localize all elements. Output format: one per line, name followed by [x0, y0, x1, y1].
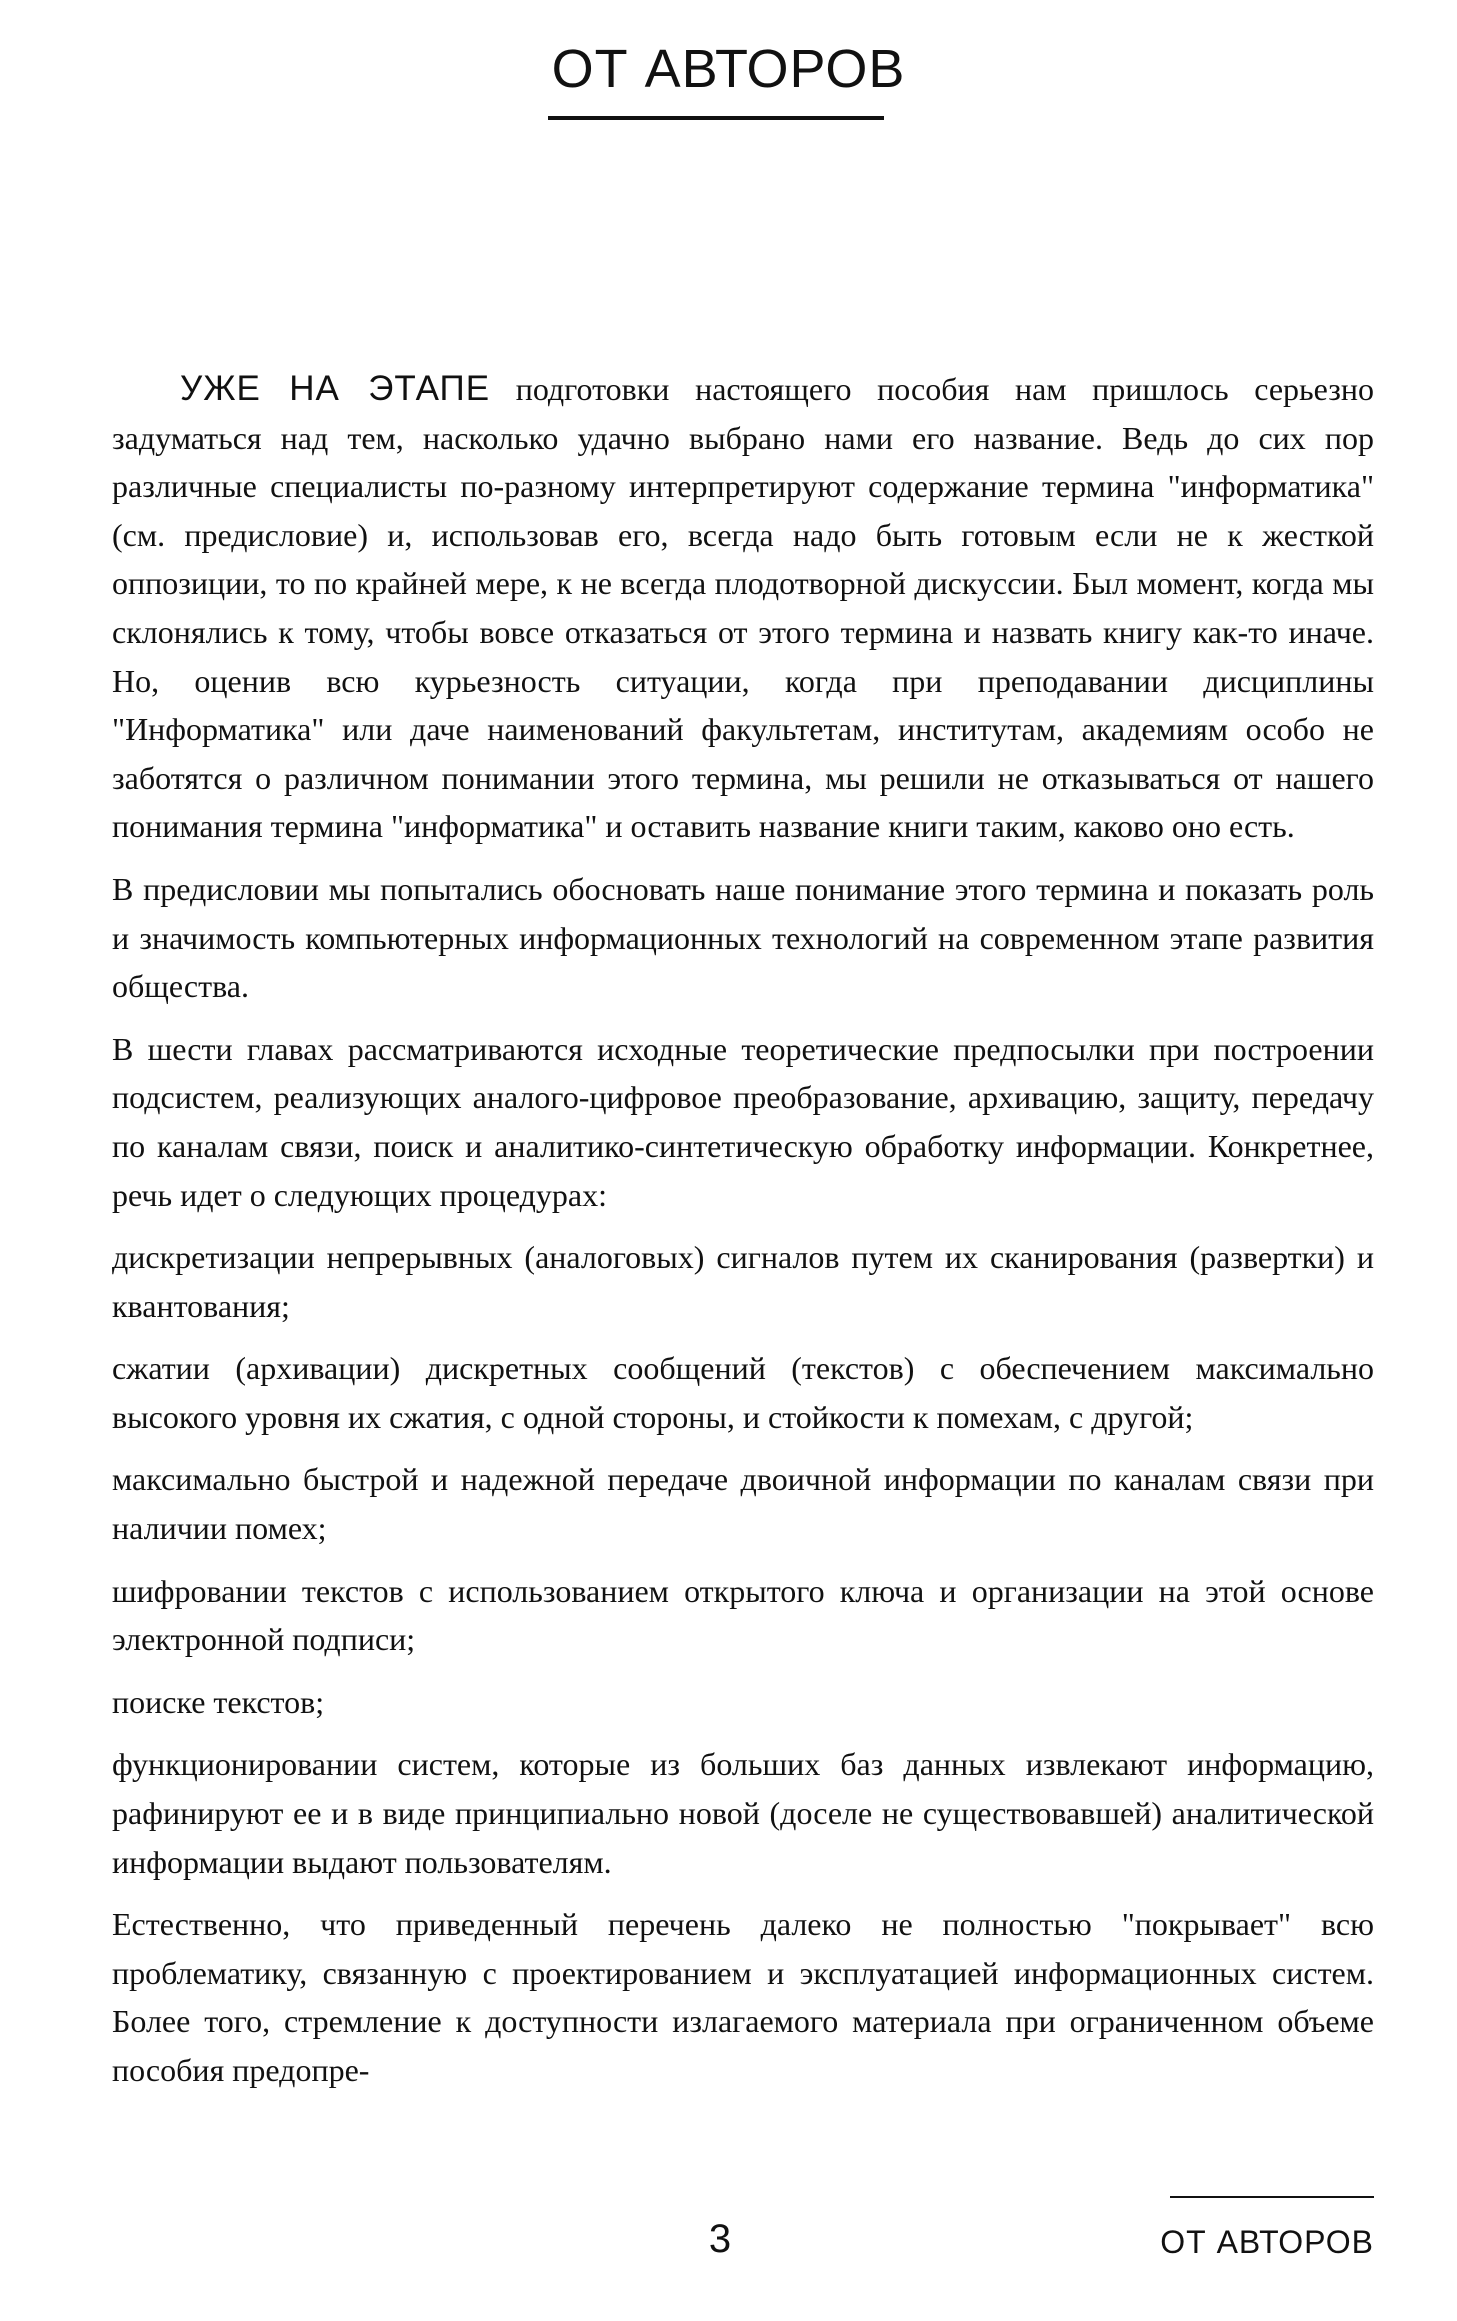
list-item-systems: функционировании систем, которые из больших баз данных извлекают информацию, рафинируют ее и в виде принципиально новой (доселе не существовавшей) аналитической информации выдают пользователям.: [112, 1746, 1374, 1880]
list-item-search: поиске текстов;: [112, 1683, 325, 1720]
title-underline: [548, 116, 884, 120]
page-title: ОТ АВТОРОВ: [551, 39, 906, 99]
intro-lead-caps: УЖЕ НА ЭТАПЕ: [180, 369, 491, 408]
paragraph-preface: В предисловии мы попытались обосновать наше понимание этого термина и показать роль и значимость компьютерных информационных технологий на современном этапе развития общества.: [112, 870, 1374, 1005]
list-item-discretization: дискретизации непрерывных (аналоговых) сигналов путем их сканирования (развертки) и квантования;: [112, 1239, 1374, 1324]
list-item-compression: сжатии (архивации) дискретных сообщений (текстов) с обеспечением максимально высокого уровня их сжатия, с одной стороны, и стойкости к помехам, с другой;: [112, 1350, 1374, 1435]
page-number: 3: [708, 2217, 732, 2261]
list-item-transmission: максимально быстрой и надежной передаче двоичной информации по каналам связи при наличии помех;: [112, 1461, 1374, 1547]
paragraph-conclusion: Естественно, что приведенный перечень далеко не полностью "покрывает" всю проблематику, связанную с проектированием и эксплуатацией информационных систем. Более того, стремление к доступности излагаемого материала при ограниченном объеме пособия предопре-: [112, 1906, 1374, 2088]
paragraph-chapters: В шести главах рассматриваются исходные теоретические предпосылки при построении подсистем, реализующих аналого-цифровое преобразование, архивацию, защиту, передачу по каналам связи, поиск и аналитико-синтетическую обработку информации. Конкретнее, речь идет о следующих процедурах:: [112, 1030, 1374, 1213]
intro-paragraph: [112, 365, 1374, 851]
footer-rule: [1170, 2196, 1374, 2198]
running-footer-title: ОТ АВТОРОВ: [1160, 2224, 1374, 2260]
intro-text: подготовки настоящего пособия нам пришлось серьезно задуматься над тем, насколько удачно выбрано нами его название. Ведь до сих пор различные специалисты по-разному интерпретируют содержание термина "информатика" (см. предисловие) и, использовав его, всегда надо быть готовым если не к жесткой оппозиции, то по крайней мере, к не всегда плодотворной дискуссии. Был момент, когда мы склонялись к тому, чтобы вовсе отказаться от этого термина и назвать книгу как-то иначе. Но, оценив всю курьезность ситуации, когда при преподавании дисциплины "Информатика" или даче наименований факультетам, институтам, академиям особо не заботятся о различном понимании этого термина, мы решили не отказываться от нашего понимания термина "информатика" и оставить название книги таким, каково оно есть.: [112, 371, 1374, 845]
body-text: [112, 365, 1374, 2109]
list-item-encryption: шифровании текстов с использованием открытого ключа и организации на этой основе электронной подписи;: [112, 1572, 1374, 1658]
